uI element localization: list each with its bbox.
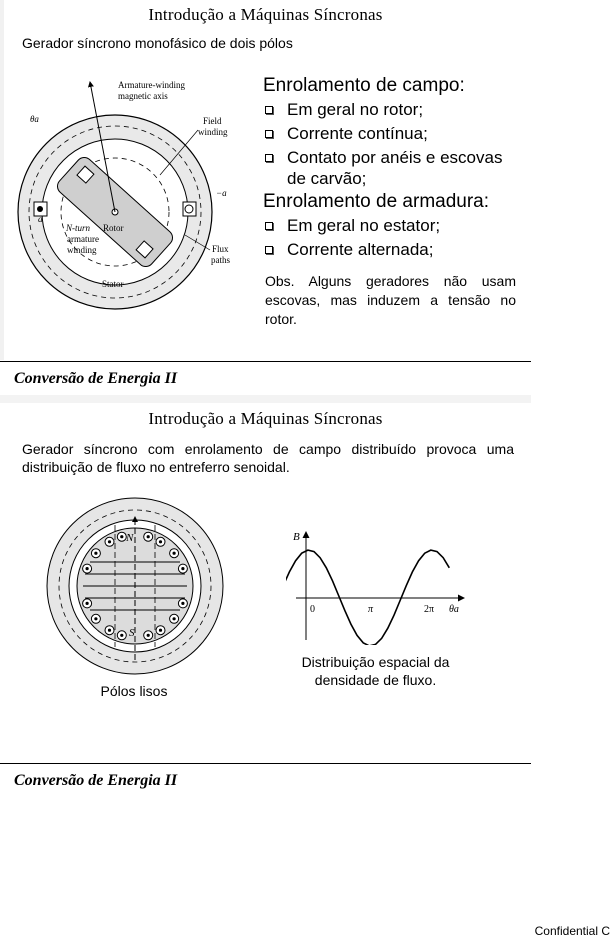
slide-separator	[0, 395, 531, 403]
list-item: Em geral no estator;	[264, 215, 514, 236]
list-item: Contato por anéis e escovas de carvão;	[264, 147, 514, 189]
conductor-dot-icon	[94, 552, 97, 555]
conductor-dot-icon	[173, 617, 176, 620]
caption-smooth-poles: Pólos lisos	[100, 683, 168, 699]
conductor-dot-icon	[147, 535, 150, 538]
label-winding: winding	[198, 127, 228, 137]
label-magnetic-axis: magnetic axis	[118, 91, 168, 101]
conductor-dot-icon	[94, 617, 97, 620]
conductor-dot-icon	[173, 552, 176, 555]
footer-course-name: Conversão de Energia II	[14, 370, 178, 387]
conductor-dot-icon	[108, 540, 111, 543]
heading-field-winding: Enrolamento de campo:	[263, 75, 465, 96]
tick-label-two-pi: 2π	[424, 604, 435, 615]
observation-note: Obs. Alguns geradores não usam escovas, mas induzem a tensão no rotor.	[265, 273, 516, 327]
square-bullet-icon	[265, 222, 273, 230]
conductor-dot-icon	[108, 629, 111, 632]
footer-divider	[0, 361, 531, 362]
conductor-dot-icon	[120, 535, 123, 538]
list-item: Corrente alternada;	[264, 239, 514, 260]
label-field: Field	[203, 116, 222, 126]
conductor-dot-icon	[159, 629, 162, 632]
label-flux: Flux	[212, 244, 229, 254]
tick-label-pi: π	[368, 604, 374, 615]
smooth-pole-rotor-diagram	[40, 495, 230, 677]
label-armature-axis: Armature-winding	[118, 80, 185, 90]
label-stator: Stator	[102, 279, 124, 289]
conductor-dot-icon	[86, 567, 89, 570]
x-axis-label: θa	[449, 604, 459, 615]
current-out-icon	[37, 206, 43, 212]
slide-1	[0, 0, 531, 395]
synchronous-generator-diagram	[10, 70, 260, 310]
conductor-dot-icon	[159, 540, 162, 543]
footer-divider	[0, 763, 531, 764]
slide-gutter	[0, 0, 4, 360]
y-axis-label: B	[293, 531, 300, 543]
label-north-pole: N	[126, 532, 134, 544]
slide-title: Introdução a Máquinas Síncronas	[148, 5, 383, 24]
conductor-dot-icon	[120, 634, 123, 637]
list-item: Corrente contínua;	[264, 123, 514, 144]
slide-paragraph: Gerador síncrono com enrolamento de campo distribuído provoca uma distribuição de fluxo no entreferro senoidal.	[22, 441, 514, 475]
square-bullet-icon	[265, 154, 273, 162]
square-bullet-icon	[265, 130, 273, 138]
caption-flux-distribution: Distribuição espacial da densidade de fluxo.	[301, 654, 450, 688]
conductor-dot-icon	[181, 602, 184, 605]
heading-armature-winding: Enrolamento de armadura:	[263, 191, 490, 212]
flux-density-plot	[286, 520, 476, 645]
slide-title: Introdução a Máquinas Síncronas	[148, 409, 383, 428]
square-bullet-icon	[265, 106, 273, 114]
label-rotor: Rotor	[103, 223, 124, 233]
square-bullet-icon	[265, 246, 273, 254]
footer-course-name: Conversão de Energia II	[14, 772, 178, 789]
label-a: a	[38, 214, 43, 224]
confidential-label: Confidential C	[534, 924, 610, 938]
label-south-pole: S	[129, 627, 135, 639]
label-paths: paths	[211, 255, 230, 265]
label-minus-a: −a	[216, 188, 227, 198]
label-winding-2: winding	[67, 245, 97, 255]
conductor-dot-icon	[181, 567, 184, 570]
label-theta: θa	[30, 114, 39, 124]
list-item: Em geral no rotor;	[264, 99, 514, 120]
field-winding-list	[264, 99, 514, 192]
conductor-dot-icon	[86, 602, 89, 605]
label-armature: armature	[67, 234, 99, 244]
armature-winding-list	[264, 215, 514, 263]
slide-subtitle: Gerador síncrono monofásico de dois pólos	[22, 35, 293, 51]
label-n-turn: N-turn	[66, 223, 91, 233]
tick-label-origin: 0	[310, 604, 315, 615]
slide-2	[0, 403, 531, 803]
conductor-dot-icon	[147, 634, 150, 637]
